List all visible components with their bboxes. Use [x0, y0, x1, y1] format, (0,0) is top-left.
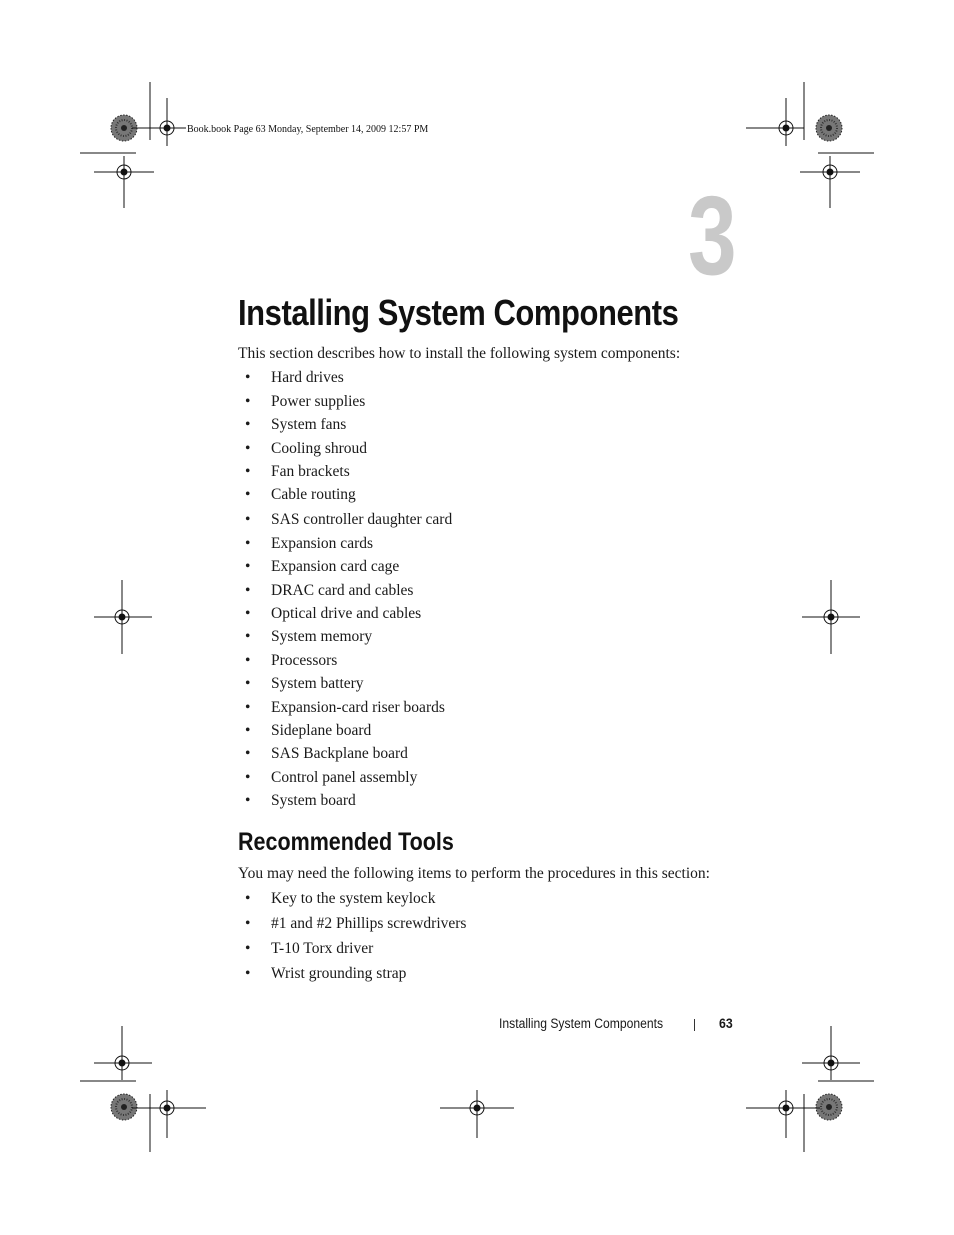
- intro-paragraph: This section describes how to install the following system components:: [238, 345, 681, 362]
- star-target-icon: [816, 115, 842, 141]
- bullet-icon: •: [245, 582, 251, 599]
- bullet-icon: •: [245, 440, 251, 457]
- bullet-icon: •: [245, 393, 251, 410]
- bullet-icon: •: [245, 511, 251, 528]
- bullet-icon: •: [245, 369, 251, 386]
- bullet-icon: •: [245, 416, 251, 433]
- footer-section-label: Installing System Components: [499, 1016, 664, 1031]
- bullet-icon: •: [245, 965, 251, 982]
- bullet-icon: •: [245, 722, 251, 739]
- bullet-icon: •: [245, 745, 251, 762]
- bullet-icon: •: [245, 628, 251, 645]
- bullet-icon: •: [245, 463, 251, 480]
- tools-intro-paragraph: You may need the following items to perform the procedures in this section:: [238, 865, 710, 882]
- bullet-icon: •: [245, 486, 251, 503]
- bullet-icon: •: [245, 605, 251, 622]
- bullet-icon: •: [245, 652, 251, 669]
- bullet-icon: •: [245, 675, 251, 692]
- star-target-icon: [111, 1094, 137, 1120]
- footer-page-number: 63: [719, 1015, 733, 1031]
- bullet-icon: •: [245, 558, 251, 575]
- page-title: Installing System Components: [238, 292, 679, 333]
- bullet-icon: •: [245, 890, 251, 907]
- chapter-number: 3: [688, 173, 736, 298]
- star-target-icon: [816, 1094, 842, 1120]
- section-heading: Recommended Tools: [238, 828, 454, 856]
- bullet-icon: •: [245, 535, 251, 552]
- bullet-icon: •: [245, 699, 251, 716]
- print-slug: Book.book Page 63 Monday, September 14, 2009 12:57 PM: [187, 124, 429, 135]
- bullet-icon: •: [245, 792, 251, 809]
- footer-divider: [694, 1019, 695, 1031]
- bullet-icon: •: [245, 915, 251, 932]
- bullet-icon: •: [245, 940, 251, 957]
- bullet-icon: •: [245, 769, 251, 786]
